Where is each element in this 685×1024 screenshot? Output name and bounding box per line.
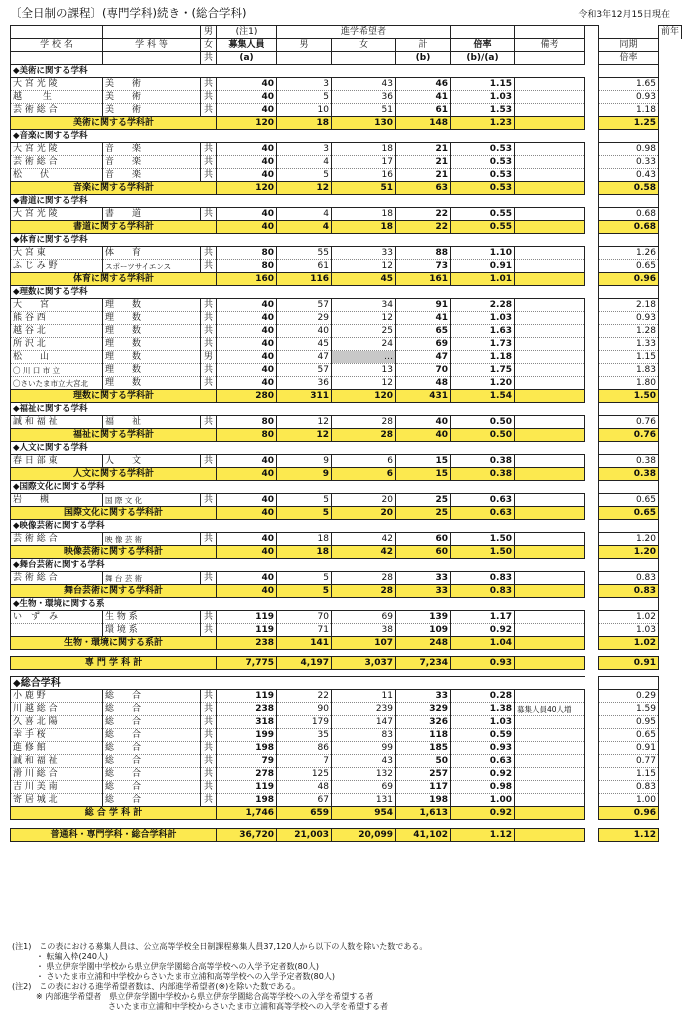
footnote-line: さいたま市立浦和中学校からさいたま市立浦和高等学校への入学を希望する者: [12, 1002, 388, 1011]
table-row: 小 鹿 野 総 合 共 119 22 11 33 0.28 0.29: [11, 690, 682, 703]
table-row: 大 宮 光 陵 音 楽 共 40 3 18 21 0.53 0.98: [11, 143, 682, 156]
section-title: ◆美術に関する学科: [11, 65, 682, 78]
section-subtotal: 舞台芸術に関する学科計 40 5 28 33 0.83 0.83: [11, 585, 682, 598]
section-subtotal: 福祉に関する学科計 80 12 28 40 0.50 0.76: [11, 429, 682, 442]
page-title: 〔全日制の課程〕(専門学科)続き・(総合学科): [10, 6, 247, 20]
table-row: 川 越 総 合 総 合 共 238 90 239 329 1.38 募集人員40人増 1.59: [11, 703, 682, 716]
table-row: 環 境 系 共 119 71 38 109 0.92 1.03: [11, 624, 682, 637]
footnote-line: ・ さいたま市立浦和中学校からさいたま市立浦和高等学校への入学予定者数(80人): [12, 972, 335, 981]
section-title: ◆書道に関する学科: [11, 195, 682, 208]
table-row: 越 生 美 術 共 40 5 36 41 1.03 0.93: [11, 91, 682, 104]
applicant-table: [10, 25, 682, 842]
table-row: 大 宮 理 数 共 40 57 34 91 2.28 2.18: [11, 299, 682, 312]
table-row: 久 喜 北 陽 総 合 共 318 179 147 326 1.03 0.95: [11, 716, 682, 729]
footnotes: [12, 942, 677, 1012]
table-row: 大 宮 光 陵 美 術 共 40 3 43 46 1.15 1.65: [11, 78, 682, 91]
table-row: 大 宮 光 陵 書 道 共 40 4 18 22 0.55 0.68: [11, 208, 682, 221]
section-subtotal: 生物・環境に関する系計 238 141 107 248 1.04 1.02: [11, 637, 682, 650]
footnote-line: (注2) この表における進学希望者数は、内部進学希望者(※)を除いた数である。: [12, 982, 301, 991]
table-row: 滑 川 総 合 総 合 共 278 125 132 257 0.92 1.15: [11, 768, 682, 781]
section-subtotal: 国際文化に関する学科計 40 5 20 25 0.63 0.65: [11, 507, 682, 520]
section-subtotal: 書道に関する学科計 40 4 18 22 0.55 0.68: [11, 221, 682, 234]
section-title: ◆生物・環境に関する系: [11, 598, 682, 611]
table-row: 吉 川 美 南 総 合 共 119 48 69 117 0.98 0.83: [11, 781, 682, 794]
as-of-date: 令和3年12月15日現在: [578, 10, 670, 20]
section-subtotal: 映像芸術に関する学科計 40 18 42 60 1.50 1.20: [11, 546, 682, 559]
section-subtotal: 音楽に関する学科計 120 12 51 63 0.53 0.58: [11, 182, 682, 195]
section-title: ◆人文に関する学科: [11, 442, 682, 455]
table-row: 芸 術 総 合 音 楽 共 40 4 17 21 0.53 0.33: [11, 156, 682, 169]
table-row: 〇 川 口 市 立 理 数 共 40 57 13 70 1.75 1.83: [11, 364, 682, 377]
table-row: 熊 谷 西 理 数 共 40 29 12 41 1.03 0.93: [11, 312, 682, 325]
table-row: 芸 術 総 合 映 像 芸 術 共 40 18 42 60 1.50 1.20: [11, 533, 682, 546]
section-title: ◆総合学科: [11, 677, 682, 690]
senmon-total-row: 専 門 学 科 計 7,775 4,197 3,037 7,234 0.93 0.91: [11, 657, 682, 670]
section-subtotal: 人文に関する学科計 40 9 6 15 0.38 0.38: [11, 468, 682, 481]
footnote-line: ・ 県立伊奈学園中学校から県立伊奈学園総合高等学校への入学予定者数(80人): [12, 962, 319, 971]
section-subtotal: 体育に関する学科計 160 116 45 161 1.01 0.96: [11, 273, 682, 286]
section-subtotal: 理数に関する学科計 280 311 120 431 1.54 1.50: [11, 390, 682, 403]
table-row: 寄 居 城 北 総 合 共 198 67 131 198 1.00 1.00: [11, 794, 682, 807]
table-row: 越 谷 北 理 数 共 40 40 25 65 1.63 1.28: [11, 325, 682, 338]
footnote-line: ・ 転編入枠(240人): [12, 952, 109, 961]
section-title: ◆理数に関する学科: [11, 286, 682, 299]
section-title: ◆音楽に関する学科: [11, 130, 682, 143]
spacer: [11, 670, 682, 677]
section-subtotal: 美術に関する学科計 120 18 130 148 1.23 1.25: [11, 117, 682, 130]
sogo-subtotal: 総 合 学 科 計 1,746 659 954 1,613 0.92 0.96: [11, 807, 682, 820]
table-row: 大 宮 東 体 育 共 80 55 33 88 1.10 1.26: [11, 247, 682, 260]
header-row-2: 学 校 名 学 科 等 女 募集人員 男 女 計 倍率 備考 同期: [11, 39, 682, 52]
section-title: ◆国際文化に関する学科: [11, 481, 682, 494]
table-row: 松 伏 音 楽 共 40 5 16 21 0.53 0.43: [11, 169, 682, 182]
footnote-line: ※ 内部進学希望者 県立伊奈学園中学校から県立伊奈学園総合高等学校への入学を希望する者: [12, 992, 374, 1001]
table-row: 進 修 館 総 合 共 198 86 99 185 0.93 0.91: [11, 742, 682, 755]
table-row: 岩 槻 国 際 文 化 共 40 5 20 25 0.63 0.65: [11, 494, 682, 507]
table-row: 誠 和 福 祉 総 合 共 79 7 43 50 0.63 0.77: [11, 755, 682, 768]
table-row: 〇さいたま市立大宮北 理 数 共 40 36 12 48 1.20 1.80: [11, 377, 682, 390]
table-row: ふ じ み 野 スポーツサイエンス 共 80 61 12 73 0.91 0.65: [11, 260, 682, 273]
spacer: [11, 650, 682, 657]
spacer: [11, 820, 682, 829]
section-title: ◆舞台芸術に関する学科: [11, 559, 682, 572]
header-row-1: 男 (注1) 進学希望者 前年: [11, 26, 682, 39]
table-row: 松 山 理 数 男 40 47 … 47 1.18 1.15: [11, 351, 682, 364]
grand-total-row: 普通科・専門学科・総合学科計 36,720 21,003 20,099 41,102 1.12 1.12: [11, 829, 682, 842]
section-title: ◆体育に関する学科: [11, 234, 682, 247]
header-row-3: 共 (a) (b) (b)/(a) 倍率: [11, 52, 682, 65]
table-row: い ず み 生 物 系 共 119 70 69 139 1.17 1.02: [11, 611, 682, 624]
table-row: 春 日 部 東 人 文 共 40 9 6 15 0.38 0.38: [11, 455, 682, 468]
table-row: 誠 和 福 祉 福 祉 共 80 12 28 40 0.50 0.76: [11, 416, 682, 429]
table-row: 幸 手 桜 総 合 共 199 35 83 118 0.59 0.65: [11, 729, 682, 742]
footnote-line: (注1) この表における募集人員は、公立高等学校全日制課程募集人員37,120人から以下の人数を除いた数である。: [12, 942, 428, 951]
table-row: 芸 術 総 合 舞 台 芸 術 共 40 5 28 33 0.83 0.83: [11, 572, 682, 585]
table-row: 所 沢 北 理 数 共 40 45 24 69 1.73 1.33: [11, 338, 682, 351]
section-title: ◆映像芸術に関する学科: [11, 520, 682, 533]
page-header: [10, 4, 678, 22]
table-row: 芸 術 総 合 美 術 共 40 10 51 61 1.53 1.18: [11, 104, 682, 117]
section-title: ◆福祉に関する学科: [11, 403, 682, 416]
